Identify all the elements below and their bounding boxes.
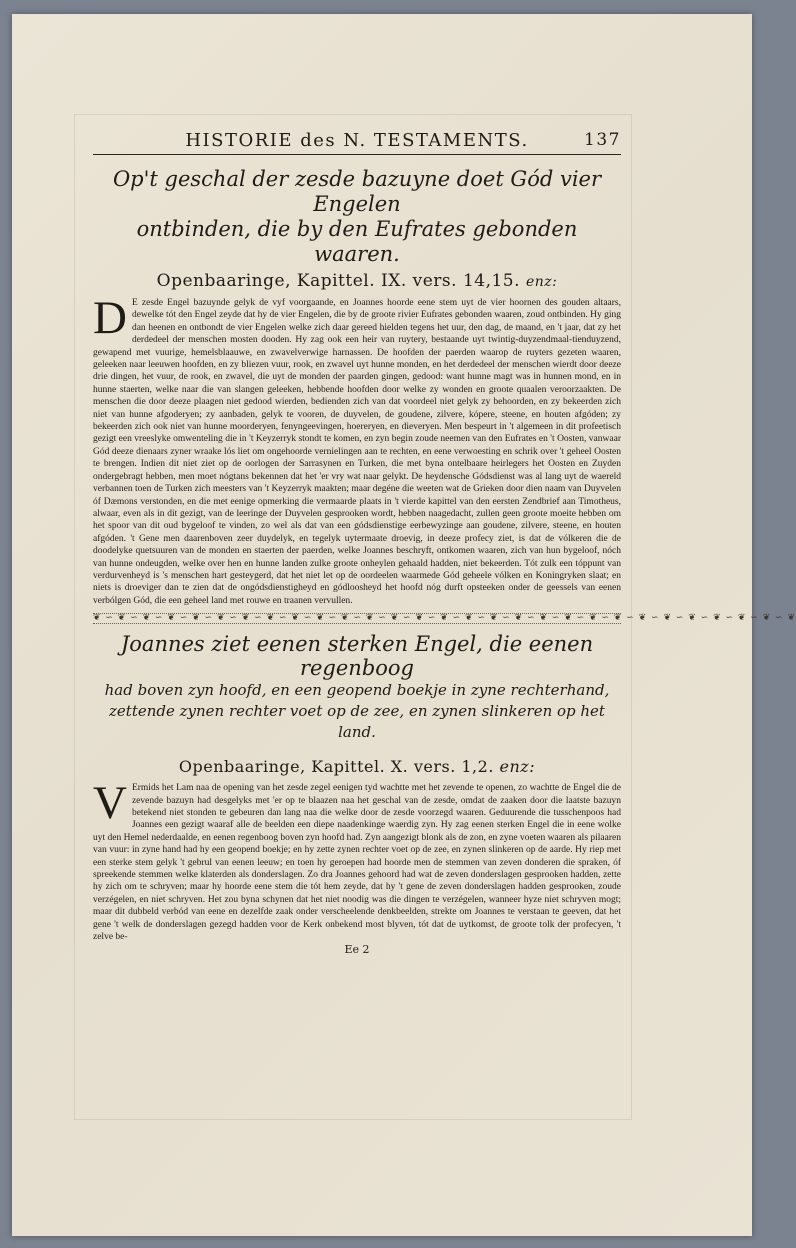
section-1-body-text: E zesde Engel bazuynde gelyk de vyf voorgaande, en Joannes hoorde eene stem uyt de vier hoornen des gouden altaars, dewelke tót den Engel zeyde dat hy de vier Engelen, die by de groote rivier Eufrates gebonden waaren, zoud ontbinden. Hy ging dan heenen en ontbondt de vier Engelen welke zich daar gereed hielden tegens het uur, den dag, de maand, en 't jaar, dat zy het derdedeel der menschen mosten dooden. Hy zag ook een heir van ruytery, bestaande uyt twintig-duyzendmaal-tienduyzend, gewapend met vuurige, hemelsblaauwe, en zwavelverwige harnassen. De hoofden der paerden waarop de ruyters gezeten waaren, geleeken naar leeuwen hoofden, en zy bliezen vuur, rook, en zwavel uyt hunne monden, en het derdedeel der menschen wierdt door deeze drie dingen, het vuur, de rook, en zwavel, die uyt de monden der paarden gingen, gedood: want hunne magt was in hunnen mond, en in hunne staerten, welke naar die van slangen geleeken, hebbende hoofden door welke zy wonden en groote quaalen veroorzaakten. De menschen die door deeze plaagen niet gedood wierden, bedienden zich van dat voordeel niet gelyk zy behoorden, en zy bekeerden zich niet van hunne afgoderyen; zy aanbaden, gelyk te vooren, de duyvelen, de goudene, zilvere, kópere, steene, en houten afgóden; zy bekeerden zich ook niet van hunne moorderyen, fenyngeevingen, hoereryen, en dieveryen. Men bespeurt in 't algemeen in dit profeetisch gezigt een vreeslyke omwenteling die in 't Keyzerryk stondt te komen, en zyn begin zoude neemen van den Eufrates en 't Oosten, vanwaar Gód deeze dienaars zyner wraake lós liet om ongehoorde vernielingen aan te rechten, en eene verwoesting en schrik over 't geheel Oosten te brengen. Indien dit niet ziet op de oorlogen der Sarrasynen en Turken, die met byna ontelbaare heirlegers het Oosten en Zuyden ondergebragt hebben, men moet nógtans bekennen dat het 'er vry wat naar gelykt. De heydensche Gódsdienst was al lang uyt de waereld verbannen toen de Turken zich meesters van 't Keyzerryk maakten; maar degéne die weeten wat de Grieken door dien naam van Duyvelen óf Dæmons verstonden, en die met eenige opmerking die vermaarde plaats in 't vierde kapittel van den eersten Zendbrief aan Timotheus, alwaar, even als in dit gezigt, van de leeringe der Duyvelen gesprooken wordt, hebben naagedacht, zullen geen groote moeite hebben om het spoor van dit oud bygeloof te vinden, zo wel als dat van een gódsdienstige eerbewyzinge aan goudene, zilvere, steene, en houten afgóden. 't Gene men daarenboven zeer duydelyk, en tegelyk uytermaate droevig, in deeze profecy ziet, is dat de vólkeren die de doodelyke quetsuuren van de monden en staerten der paerden, welke Joannes beschryft, ontkomen waaren, zich van hun bygeloof, nóch van hunne ondeugden, welke over hen en hunne landen zulke groote onheylen gehaald hadden, niet bekeerden. Tót zulk een tóppunt van verdurvenheyd is 's menschen hart gesteygerd, dat het niet let op de oordeelen waarmede Gód geheele vólken en Koningryken slaat; en niets is droeviger dan te zien dat de ongódsdienstigheyd en gódloosheyd het hoofd nóg durft opsteeken onder de geessels van eenen verbólgen Gód, die een geheel land met rouwe en traanen vervullen. (93, 298, 621, 606)
section-2-title (93, 632, 621, 743)
section-1-chapter-ref-end: enz: (525, 274, 558, 290)
running-head (93, 128, 621, 155)
section-1-body (93, 292, 621, 607)
section-2-body-text: Ermids het Lam naa de opening van het zesde zegel eenigen tyd wachtte met het zevende te openen, zo wachtte de Engel die de zevende bazuyn had desgelyks met 'er op te blaazen naa het geschal van de zesde, omdat de zaaken door die laatste bazuyn betekend niet stonden te gebeuren dan lang naa die welke door de zesde voorzegd waaren. Geduurende die tusschenpoos had Joannes een gezigt waaraf alle de beelden een diepe naadenkinge waerdig zyn. Hy zag eenen sterken Engel die in eene wolke uyt den Hemel nederdaalde, en eenen regenboog boven zyn hoofd had. Zyn aangezigt blonk als de zon, en zyne voeten waaren als pilaaren van vuur: in zyne hand had hy een geopend boekje; en hy zette zynen rechter voet op de zee, en zynen slinkeren op de aarde. Hy riep met een sterke stem gelyk 't gebrul van eenen leeuw; en toen hy geroepen had hoorde men de stemmen van zeven donderen die spraken, óf spreekende stemmen welke klaterden als donderslagen. Zo dra Joannes gehoord had wat de zeven donderslagen gesprooken hadden, zette hy zich om te schryven; maar hy hoorde eene stem die tót hem zeyde, dat hy 't gene de zeven donderslagen hadden gesprooken, zoude verzégelen, en niet schryven. Het zou byna schynen dat het niet noodig was die dingen te verzégelen, wanneer hyze niet schryven mogt; maar dit dubbeld verbód van eene en dezelfde zaak onder verscheelende denkbeelden, strekte om Joannes te verstaan te geeven, dat het gene 't welk de donderslagen gezegd hadden voor de Kerk onbekend most blyven, tót dat de uytkomst, de groote tolk der profecyen, 't zelve be- (93, 783, 621, 943)
page-text-block (93, 128, 796, 957)
signature-mark: Ee 2 (344, 943, 370, 957)
section-1-chapter-ref (93, 271, 621, 291)
section-1-chapter-ref-text: Openbaaringe, Kapittel. IX. vers. 14,15. (156, 271, 521, 291)
section-2-chapter-ref (93, 757, 621, 776)
section-2-chapter-ref-end: enz: (499, 757, 536, 777)
section-2-title-line-2: had boven zyn hoofd, en een geopend boekje in zyne rechterhand, zettende zynen rechter voet op de zee, en zynen slinkeren op het land. (104, 681, 610, 742)
ornamental-divider: ❦ ∽ ❦ ∽ ❦ ∽ ❦ ∽ ❦ ∽ ❦ ∽ ❦ ∽ ❦ ∽ ❦ ∽ ❦ ∽ ❦ ∽ ❦ ∽ ❦ ∽ ❦ ∽ ❦ ∽ ❦ ∽ ❦ ∽ ❦ ∽ ❦ ∽ ❦ ∽ ❦ ∽ ❦ ∽ ❦ ∽ ❦ ∽ ❦ ∽ ❦ ∽ ❦ ∽ ❦ ∽ ❦ (93, 613, 796, 624)
section-1-drop-cap: D (93, 292, 127, 344)
section-2-chapter-ref-text: Openbaaringe, Kapittel. X. vers. 1,2. (178, 757, 494, 777)
section-1-title-line-1: Op't geschal der zesde bazuyne doet Gód vier Engelen (112, 167, 602, 216)
section-2-body (93, 777, 621, 943)
section-2-title-line-1: Joannes ziet eenen sterken Engel, die eenen regenboog (120, 632, 594, 681)
page-number: 137 (584, 130, 621, 150)
section-2-drop-cap: V (93, 777, 127, 830)
section-1-title-line-2: ontbinden, die by den Eufrates gebonden waaren. (136, 217, 578, 266)
running-head-title: HISTORIE des N. TESTAMENTS. (185, 130, 529, 151)
section-1-title (93, 167, 621, 267)
paper-sheet (12, 14, 796, 1236)
